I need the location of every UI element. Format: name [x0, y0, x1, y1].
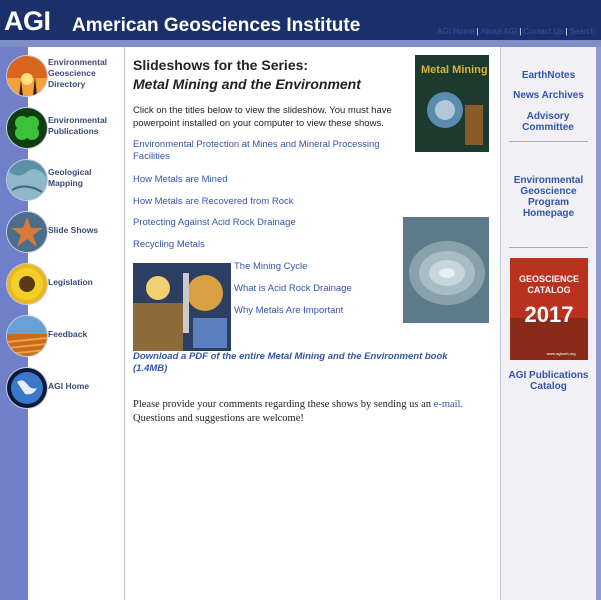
comments-text	[133, 398, 483, 426]
nav-label-slide-shows: Slide Shows	[48, 225, 99, 235]
show-link-recycling-metals[interactable]: Recycling Metals	[133, 239, 205, 250]
nav-label-publications: Environmental Publications	[48, 115, 108, 136]
show-link-why-metals-important[interactable]: Why Metals Are Important	[234, 305, 344, 316]
geoscience-catalog-image[interactable]	[510, 258, 588, 360]
show-link-how-metals-recovered[interactable]: How Metals are Recovered from Rock	[133, 196, 294, 207]
catalog-line1: GEOSCIENCE	[518, 274, 580, 284]
catalog-year: 2017	[524, 302, 574, 327]
mining-collage-image	[133, 263, 231, 351]
page-subtitle: Metal Mining and the Environment	[133, 76, 361, 92]
top-links: AGI Home | About AGI | Contact Us | Search	[437, 27, 595, 36]
nav-label-legislation: Legislation	[48, 277, 93, 287]
catalog-url: www.agiweb.org	[546, 351, 576, 356]
right-edge-bar	[596, 47, 601, 600]
nav-item-legislation[interactable]	[6, 263, 124, 307]
top-link-about[interactable]: About AGI	[480, 27, 517, 36]
left-divider	[124, 47, 125, 600]
right-rule	[509, 141, 588, 142]
right-link-earthnotes[interactable]: EarthNotes	[521, 70, 576, 81]
comments-after: Questions and suggestions are welcome!	[133, 413, 304, 424]
pdf-download-link[interactable]: Download a PDF of the entire Metal Mining and the Environment book (1.4MB)	[133, 351, 448, 374]
show-link-environmental-protection[interactable]: Environmental Protection at Mines and Mineral Processing Facilities	[133, 139, 380, 162]
nav-item-agi-home[interactable]	[6, 367, 124, 411]
right-rule	[509, 247, 588, 248]
metal-mining-cover-image[interactable]	[415, 55, 489, 152]
right-link-program-homepage[interactable]: Environmental Geoscience Program Homepage	[513, 175, 584, 219]
right-link-publications-catalog[interactable]: AGI Publications Catalog	[508, 370, 589, 392]
show-link-mining-cycle[interactable]: The Mining Cycle	[234, 261, 308, 272]
earth-icon	[6, 367, 48, 409]
right-link-advisory-committee[interactable]: Advisory Committee	[522, 111, 574, 133]
show-link-how-metals-mined[interactable]: How Metals are Mined	[133, 174, 228, 185]
page-title: Slideshows for the Series:	[133, 57, 309, 73]
nav-label-agi-home: AGI Home	[48, 381, 90, 391]
comments-before: Please provide your comments regarding these shows by sending us an	[133, 399, 434, 410]
sunflower-icon	[6, 263, 48, 305]
right-sidebar	[501, 47, 596, 600]
nav-item-publications[interactable]	[6, 107, 124, 151]
show-link-what-is-acid-drainage[interactable]: What is Acid Rock Drainage	[234, 283, 352, 294]
site-header	[0, 0, 601, 40]
right-link-news-archives[interactable]: News Archives	[513, 90, 584, 101]
nav-item-directory[interactable]	[6, 55, 124, 99]
show-link-protecting-acid-drainage[interactable]: Protecting Against Acid Rock Drainage	[133, 217, 296, 228]
nav-label-mapping: Geological Mapping	[48, 167, 92, 188]
top-link-agi-home[interactable]: AGI Home	[437, 27, 475, 36]
clover-icon	[6, 107, 48, 149]
nav-label-directory: Environmental Geoscience Directory	[48, 57, 108, 89]
open-pit-mine-image	[403, 217, 489, 323]
nav-item-mapping[interactable]	[6, 159, 124, 203]
sunset-icon	[6, 55, 48, 97]
nav-item-slide-shows[interactable]	[6, 211, 124, 255]
field-icon	[6, 315, 48, 357]
site-name[interactable]: American Geosciences Institute	[72, 15, 361, 36]
header-strip	[0, 40, 601, 47]
email-link[interactable]: e-mail.	[433, 399, 464, 410]
top-link-search[interactable]: Search	[569, 27, 595, 36]
agi-logo[interactable]: AGI	[4, 6, 51, 36]
map-icon	[6, 159, 48, 201]
intro-text: Click on the titles below to view the slideshow. You must have powerpoint installed on your computer to view these shows.	[133, 105, 392, 129]
top-link-contact[interactable]: Contact Us	[523, 27, 564, 36]
starfish-icon	[6, 211, 48, 253]
catalog-line2: CATALOG	[527, 285, 571, 295]
sidebar-nav	[0, 47, 125, 600]
nav-label-feedback: Feedback	[48, 329, 88, 339]
nav-item-feedback[interactable]	[6, 315, 124, 359]
cover-title: Metal Mining	[421, 64, 488, 76]
